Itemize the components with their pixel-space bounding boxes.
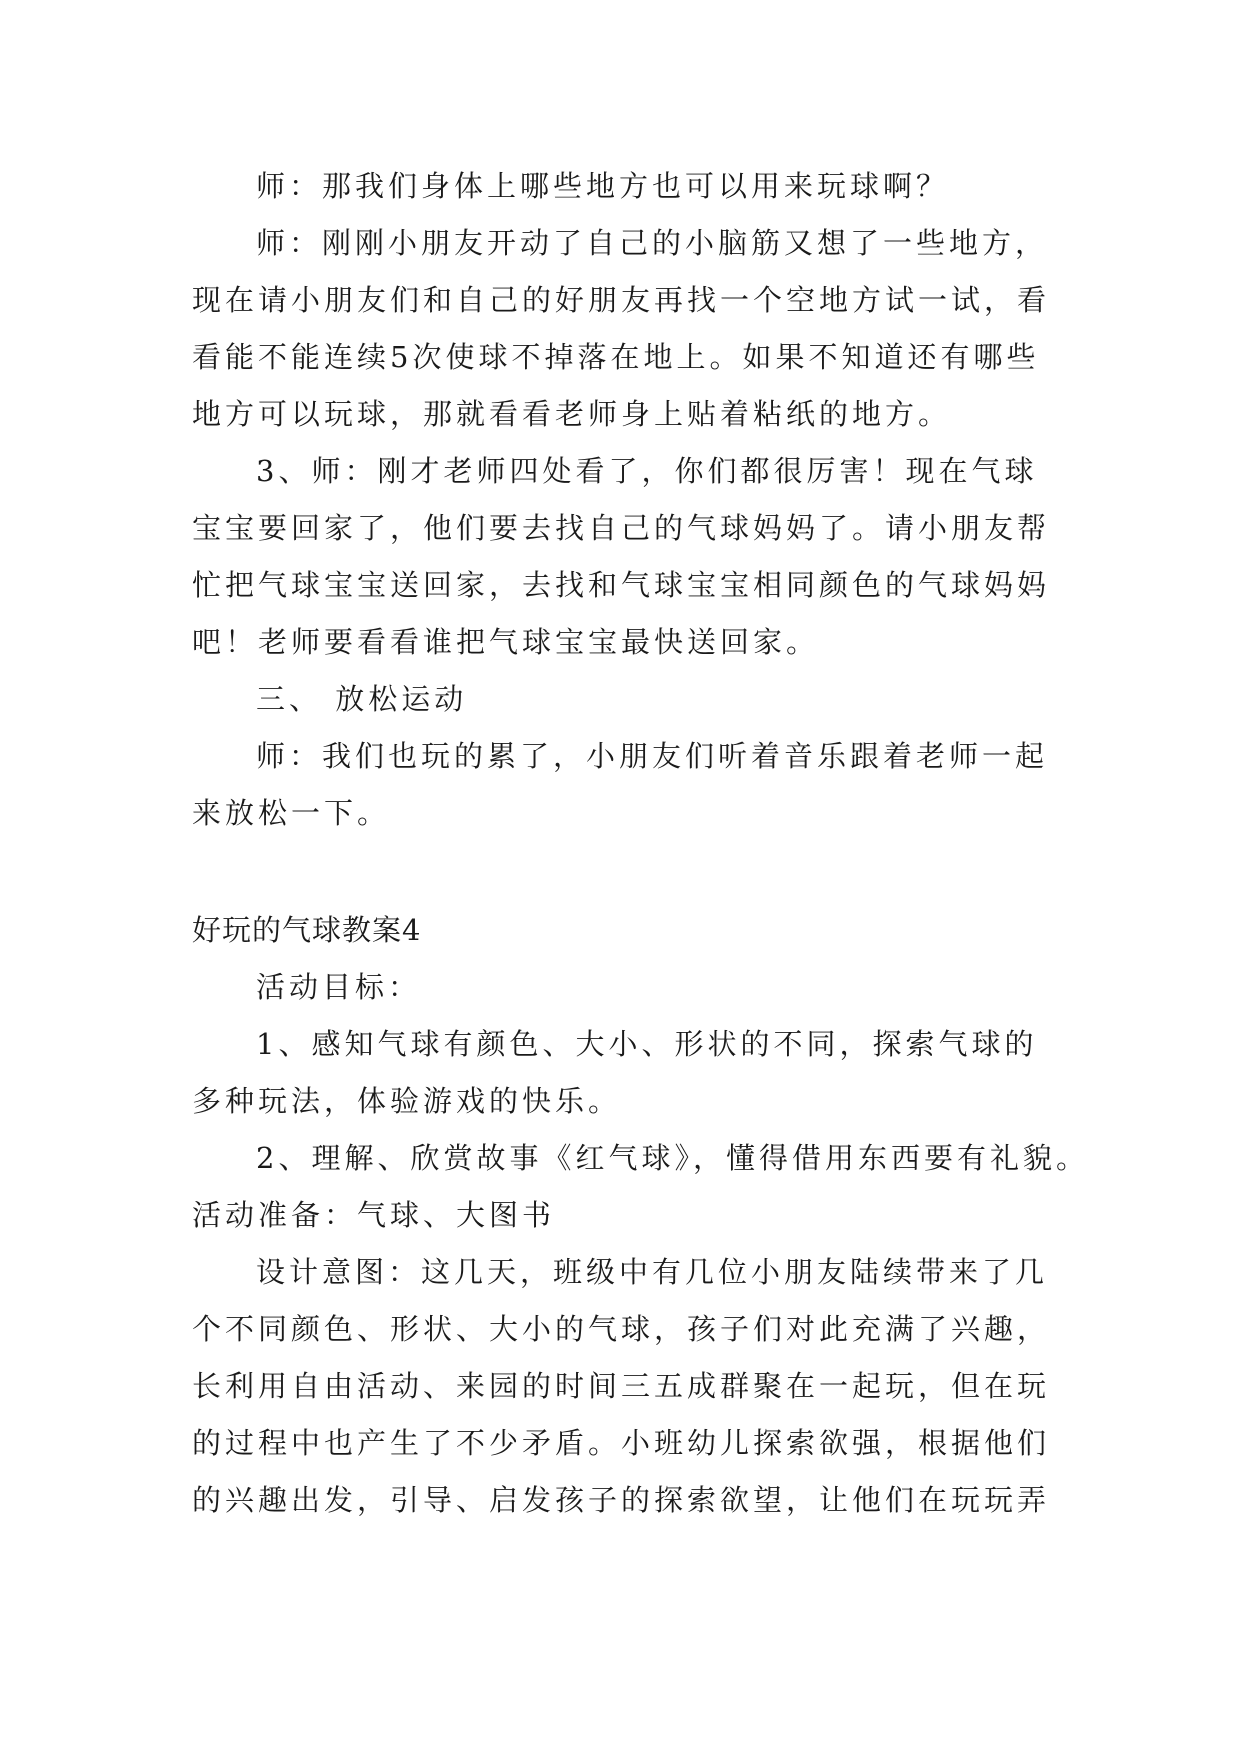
paragraph-line: 师：我们也玩的累了，小朋友们听着音乐跟着老师一起: [256, 739, 1049, 773]
paragraph-line: 3、师：刚才老师四处看了，你们都很厉害！现在气球: [256, 454, 1038, 488]
section-heading: 三、 放松运动: [256, 682, 468, 716]
section-heading: 活动目标：: [256, 970, 422, 1004]
paragraph-line: 长利用自由活动、来园的时间三五成群聚在一起玩，但在玩: [192, 1369, 1051, 1403]
paragraph-line: 现在请小朋友们和自己的好朋友再找一个空地方试一试，看: [192, 283, 1051, 317]
paragraph-line: 多种玩法，体验游戏的快乐。: [192, 1084, 622, 1118]
paragraph-line: 个不同颜色、形状、大小的气球，孩子们对此充满了兴趣，: [192, 1312, 1051, 1346]
paragraph-line: 的兴趣出发，引导、启发孩子的探索欲望，让他们在玩玩弄: [192, 1483, 1051, 1517]
paragraph-line: 吧！老师要看看谁把气球宝宝最快送回家。: [192, 625, 820, 659]
paragraph-line: 活动准备：气球、大图书: [192, 1198, 556, 1232]
paragraph-line: 看能不能连续5次使球不掉落在地上。如果不知道还有哪些: [192, 340, 1040, 374]
paragraph-line: 来放松一下。: [192, 796, 391, 830]
paragraph-line: 地方可以玩球，那就看看老师身上贴着粘纸的地方。: [192, 397, 952, 431]
paragraph-line: 设计意图：这几天，班级中有几位小朋友陆续带来了几: [256, 1255, 1049, 1289]
paragraph-line: 忙把气球宝宝送回家，去找和气球宝宝相同颜色的气球妈妈: [192, 568, 1051, 602]
paragraph-line: 2、理解、欣赏故事《红气球》，懂得借用东西要有礼貌。: [256, 1141, 1089, 1175]
paragraph-line: 宝宝要回家了，他们要去找自己的气球妈妈了。请小朋友帮: [192, 511, 1051, 545]
document-title: 好玩的气球教案4: [192, 913, 422, 947]
paragraph-line: 师：刚刚小朋友开动了自己的小脑筋又想了一些地方，: [256, 226, 1049, 260]
paragraph-line: 的过程中也产生了不少矛盾。小班幼儿探索欲强，根据他们: [192, 1426, 1051, 1460]
paragraph-line: 1、感知气球有颜色、大小、形状的不同，探索气球的: [256, 1027, 1038, 1061]
paragraph-line: 师：那我们身体上哪些地方也可以用来玩球啊？: [256, 169, 950, 203]
